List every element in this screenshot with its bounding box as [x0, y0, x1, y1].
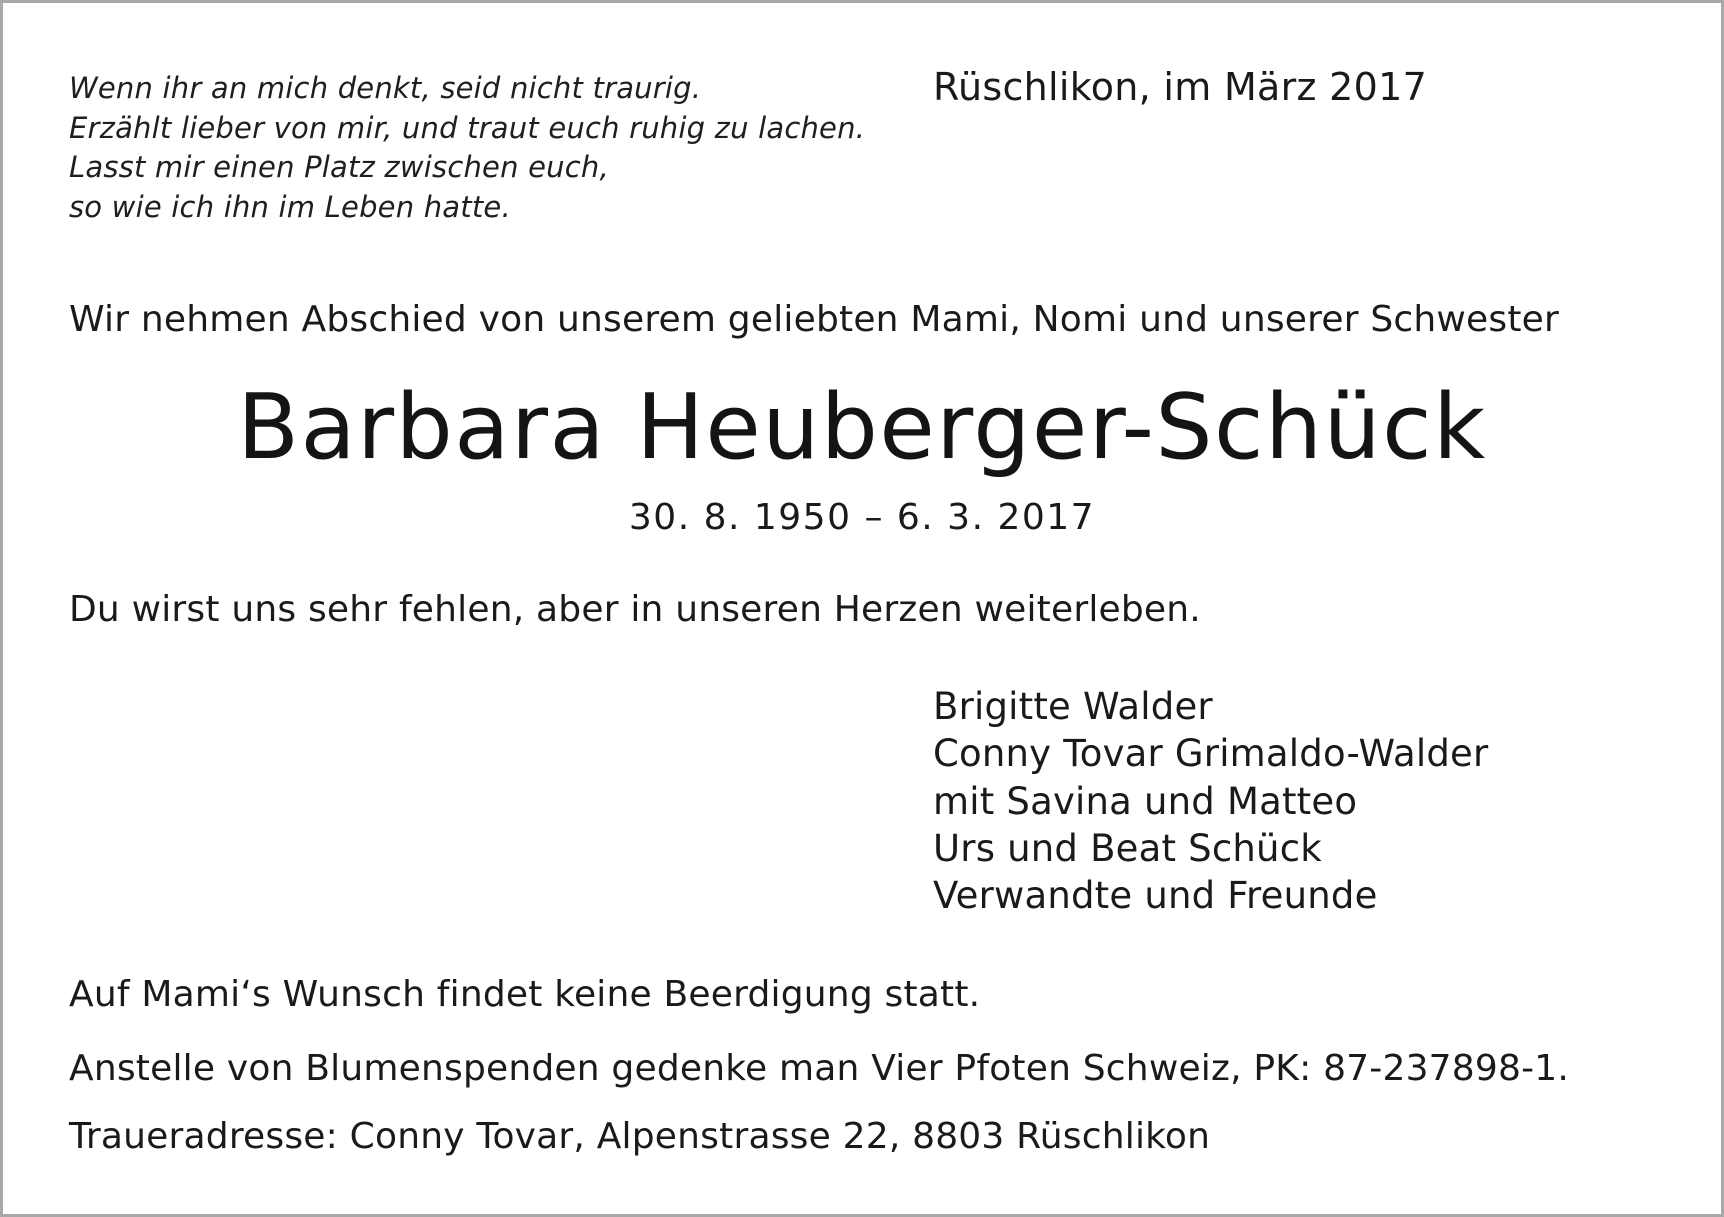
mourner-name: Brigitte Walder: [933, 685, 1213, 728]
life-dates: 30. 8. 1950 – 6. 3. 2017: [628, 497, 1096, 538]
poem-line-4: so wie ich ihn im Leben hatte.: [69, 189, 511, 224]
place-and-date: Rüschlikon, im März 2017: [933, 65, 1428, 109]
poem-line-3: Lasst mir einen Platz zwischen euch,: [69, 150, 609, 184]
mourner-name: mit Savina und Matteo: [933, 779, 1358, 823]
mourner-name: Verwandte und Freunde: [933, 874, 1378, 918]
memorial-poem: [69, 69, 865, 227]
funeral-note: Auf Mami‘s Wunsch findet keine Beerdigung statt.: [69, 974, 981, 1015]
remembrance-message: Du wirst uns sehr fehlen, aber in unseren Herzen weiterleben.: [69, 589, 1201, 630]
mourner-name: Conny Tovar Grimaldo-Walder: [933, 732, 1489, 776]
farewell-intro: Wir nehmen Abschied von unserem geliebten Mami, Nomi und unserer Schwester: [69, 299, 1560, 340]
mourners-list: [933, 683, 1488, 919]
donation-note: Anstelle von Blumenspenden gedenke man Vier Pfoten Schweiz, PK: 87-237898-1.: [69, 1048, 1570, 1089]
mourning-address: Traueradresse: Conny Tovar, Alpenstrasse 22, 8803 Rüschlikon: [69, 1116, 1211, 1157]
poem-line-2: Erzählt lieber von mir, und traut euch ruhig zu lachen.: [69, 110, 866, 145]
deceased-name: Barbara Heuberger-Schück: [237, 375, 1487, 480]
poem-line-1: Wenn ihr an mich denkt, seid nicht traurig.: [69, 71, 702, 105]
mourner-name: Urs und Beat Schück: [933, 826, 1322, 870]
